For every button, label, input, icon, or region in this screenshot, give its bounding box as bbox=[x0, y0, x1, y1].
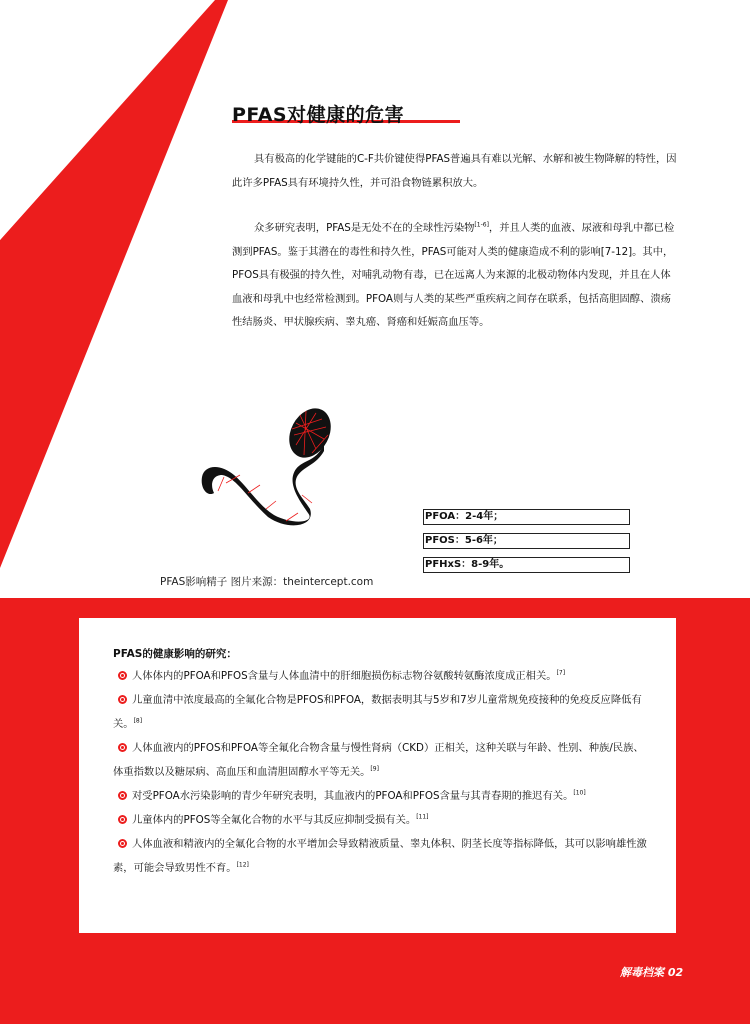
research-item: 人体血液和精液内的全氟化合物的水平增加会导致精液质量、睾丸体积、阴茎长度等指标降低，其可以影响雄性激素，可能会导致男性不育。[12] bbox=[113, 838, 647, 874]
intro-paragraph-2-start: 众多研究表明，PFAS是无处不在的全球性污染物 bbox=[254, 222, 475, 234]
pfoa-half-life-box: PFOA：2-4年； bbox=[423, 509, 630, 525]
research-item: 人体血液内的PFOS和PFOA等全氟化合物含量与慢性肾病（CKD）正相关，这种关联与年龄、性别、种族/民族、体重指数以及糖尿病、高血压和血清胆固醇水平等无关。[9] bbox=[113, 742, 644, 778]
research-item: 儿童体内的PFOS等全氟化合物的水平与其反应抑制受损有关。[11] bbox=[113, 808, 649, 832]
bullet-circle-icon bbox=[118, 743, 127, 752]
bullet-circle-icon bbox=[118, 791, 127, 800]
bullet-circle-icon bbox=[118, 815, 127, 824]
bullet-circle-icon bbox=[118, 671, 127, 680]
half-life-detail-label: 具体如下： bbox=[424, 491, 474, 502]
intro-paragraph-1: 具有极高的化学键能的C-F共价键使得PFAS普遍具有难以光解、水解和被生物降解的特性，因此许多PFAS具有环境持久性，并可沿食物链累积放大。 bbox=[232, 153, 677, 189]
research-item: 对受PFOA水污染影响的青少年研究表明，其血液内的PFOA和PFOS含量与其青春期的推迟有关。[10] bbox=[113, 784, 649, 808]
research-item: 人体体内的PFOA和PFOS含量与人体血清中的肝细胞损伤标志物谷氨酸转氨酶浓度成正相关。[7] bbox=[113, 664, 649, 688]
page-title: PFAS对健康的危害 bbox=[232, 104, 405, 126]
research-list bbox=[113, 664, 649, 880]
citation-ref: [1-6] bbox=[474, 221, 489, 229]
sperm-illustration bbox=[196, 405, 346, 530]
research-heading: PFAS的健康影响的研究： bbox=[113, 648, 237, 660]
half-life-summary: 长链PFAS在人体内估计的半衰期为2-9年， bbox=[424, 467, 621, 478]
bullet-circle-icon bbox=[118, 839, 127, 848]
page-footer: 解毒档案 02 bbox=[620, 966, 684, 979]
pfos-half-life-box: PFOS：5-6年； bbox=[423, 533, 630, 549]
half-life-title: PFAS在人体内的时间： bbox=[424, 424, 630, 446]
pfhxs-half-life-box: PFHxS：8-9年。 bbox=[423, 557, 630, 573]
figure-caption: PFAS影响精子 图片来源：theintercept.com bbox=[160, 576, 374, 588]
intro-paragraph-2-rest: ，并且人类的血液、尿液和母乳中都已检测到PFAS。鉴于其潜在的毒性和持久性，PFAS可能对人类的健康造成不利的影响[7-12]。其中，PFOS具有极强的持久性，对哺乳动物有毒，已在远离人为来源的北极动物体内发现，并且在人体血液和母乳中也经常检测到。PFOA则与人类的某些严重疾病之间存在联系，包括高胆固醇、溃疡性结肠炎、甲状腺疾病、睾丸癌、肾癌和妊娠高血压等。 bbox=[232, 222, 675, 328]
research-card bbox=[79, 618, 676, 933]
title-block bbox=[232, 100, 404, 127]
research-item: 儿童血清中浓度最高的全氟化合物是PFOS和PFOA，数据表明其与5岁和7岁儿童常规免疫接种的免疫反应降低有关。[8] bbox=[113, 694, 642, 730]
bullet-circle-icon bbox=[118, 695, 127, 704]
intro-paragraph-2 bbox=[232, 217, 678, 335]
